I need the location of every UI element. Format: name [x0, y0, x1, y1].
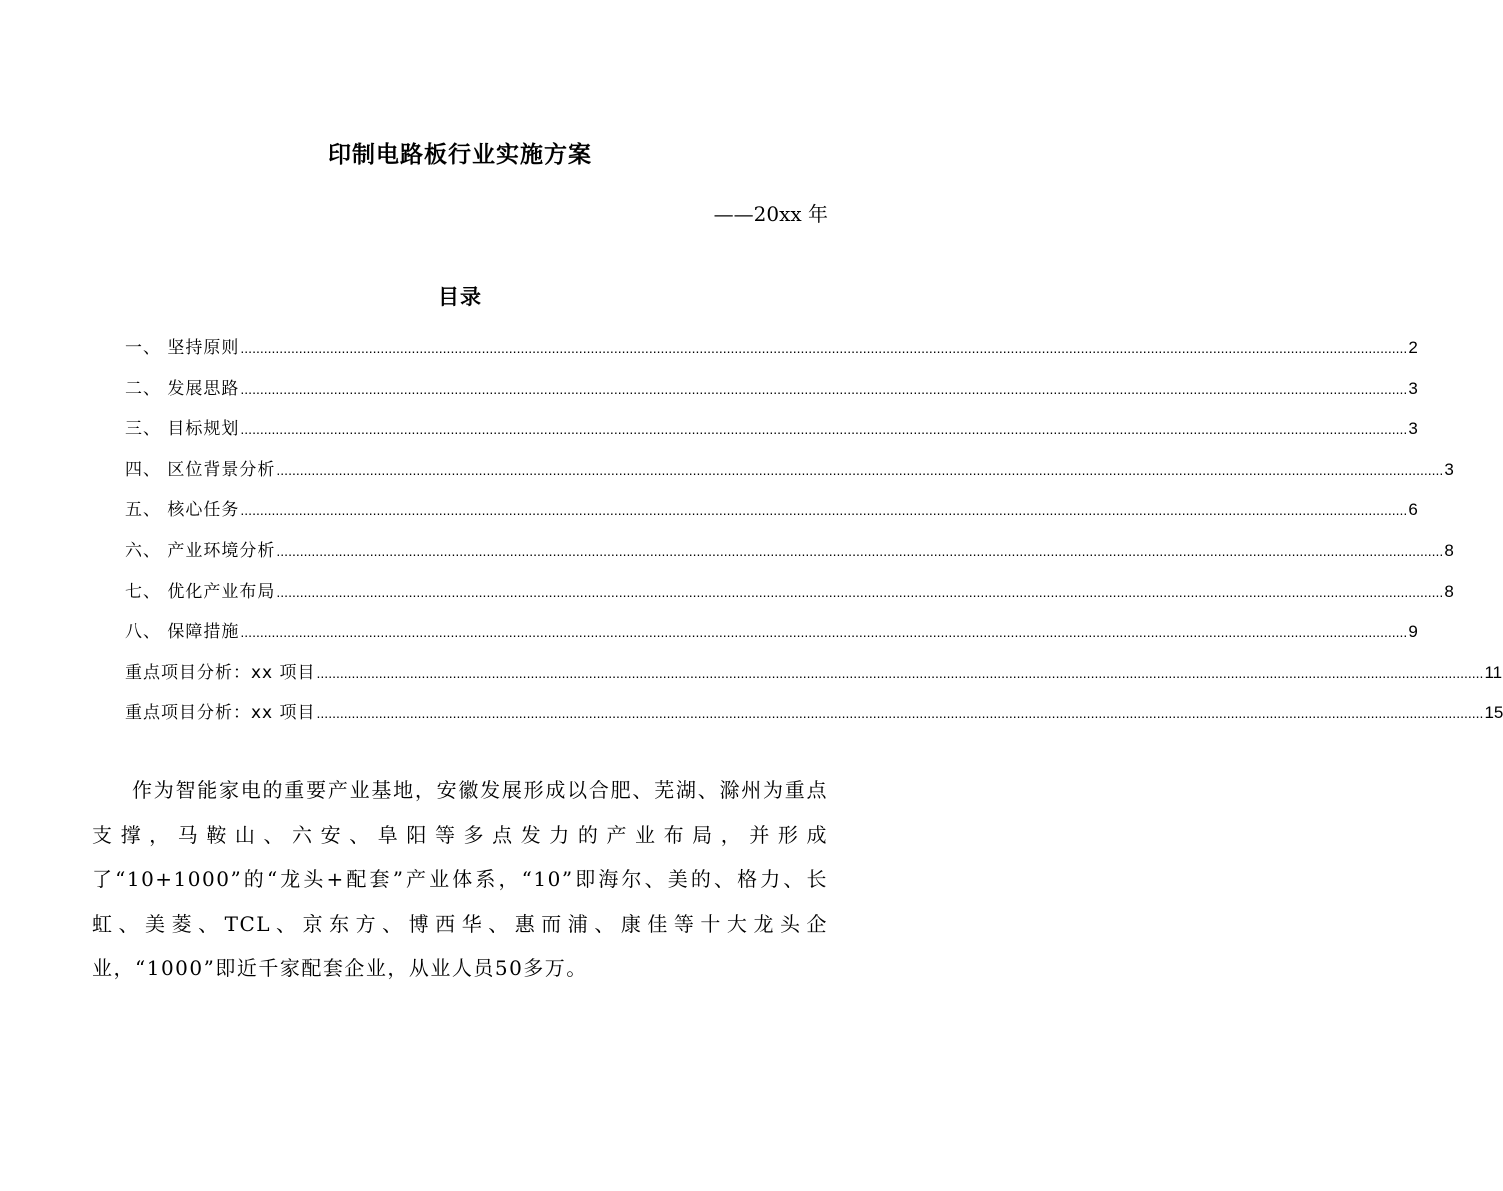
toc-item-page: 8	[1444, 540, 1454, 560]
toc-item[interactable]	[125, 617, 1418, 658]
body-paragraph: 作为智能家电的重要产业基地，安徽发展形成以合肥、芜湖、滁州为重点支撑，马鞍山、六安、阜阳等多点发力的产业布局，并形成了“10+1000”的“龙头+配套”产业体系，“10”即海尔、美的、格力、长虹、美菱、TCL、京东方、博西华、惠而浦、康佳等十大龙头企业，“1000”即近千家配套企业，从业人员50多万。	[92, 778, 828, 980]
toc-item[interactable]	[125, 414, 1418, 455]
toc-leader-dots: ............................................................................................................................................................................................................................................................................................................	[240, 421, 1408, 438]
toc-item-label: 重点项目分析：xx 项目	[125, 703, 316, 724]
toc-item[interactable]	[125, 658, 1503, 699]
toc-item-page: 11	[1484, 662, 1503, 682]
toc-item-label: 七、 优化产业布局	[125, 581, 276, 602]
toc-item[interactable]	[125, 333, 1418, 374]
toc-leader-dots: ............................................................................................................................................................................................................................................................................................................	[240, 340, 1408, 356]
toc-item[interactable]	[125, 577, 1454, 618]
toc-leader-dots: ............................................................................................................................................................................................................................................................................................................	[240, 502, 1408, 519]
toc-item[interactable]	[125, 536, 1454, 577]
toc-heading: 目录	[438, 285, 482, 309]
toc-item-page: 3	[1408, 378, 1418, 398]
toc-item-label: 重点项目分析：xx 项目	[125, 662, 316, 683]
toc-item-label: 二、 发展思路	[125, 378, 240, 399]
toc-item[interactable]	[125, 698, 1503, 739]
toc-leader-dots: ............................................................................................................................................................................................................................................................................................................	[276, 542, 1444, 559]
toc-item-page: 15	[1484, 703, 1503, 723]
toc-item[interactable]	[125, 495, 1418, 536]
toc-item-page: 8	[1444, 581, 1454, 601]
toc-item-label: 八、 保障措施	[125, 622, 240, 643]
toc-leader-dots: ............................................................................................................................................................................................................................................................................................................	[240, 380, 1408, 397]
toc-item-page: 3	[1408, 419, 1418, 439]
toc-leader-dots: ............................................................................................................................................................................................................................................................................................................	[276, 461, 1444, 478]
toc-item-label: 四、 区位背景分析	[125, 459, 276, 480]
toc-item-label: 一、 坚持原则	[125, 338, 240, 358]
toc-item-label: 六、 产业环境分析	[125, 540, 276, 561]
toc-item[interactable]	[125, 374, 1418, 415]
toc-leader-dots: ............................................................................................................................................................................................................................................................................................................	[316, 664, 1484, 681]
table-of-contents	[125, 333, 1503, 739]
toc-item-label: 五、 核心任务	[125, 500, 240, 521]
toc-item-page: 6	[1408, 500, 1418, 520]
toc-leader-dots: ............................................................................................................................................................................................................................................................................................................	[276, 583, 1444, 600]
toc-item-page: 3	[1444, 459, 1454, 479]
toc-leader-dots: ............................................................................................................................................................................................................................................................................................................	[316, 705, 1484, 722]
toc-item-page: 9	[1408, 622, 1418, 642]
document-year: ——20xx 年	[713, 202, 828, 226]
toc-item-label: 三、 目标规划	[125, 419, 240, 440]
toc-item[interactable]	[125, 455, 1454, 496]
toc-leader-dots: ............................................................................................................................................................................................................................................................................................................	[240, 624, 1408, 641]
document-title: 印制电路板行业实施方案	[328, 142, 592, 168]
toc-item-page: 2	[1408, 338, 1418, 357]
